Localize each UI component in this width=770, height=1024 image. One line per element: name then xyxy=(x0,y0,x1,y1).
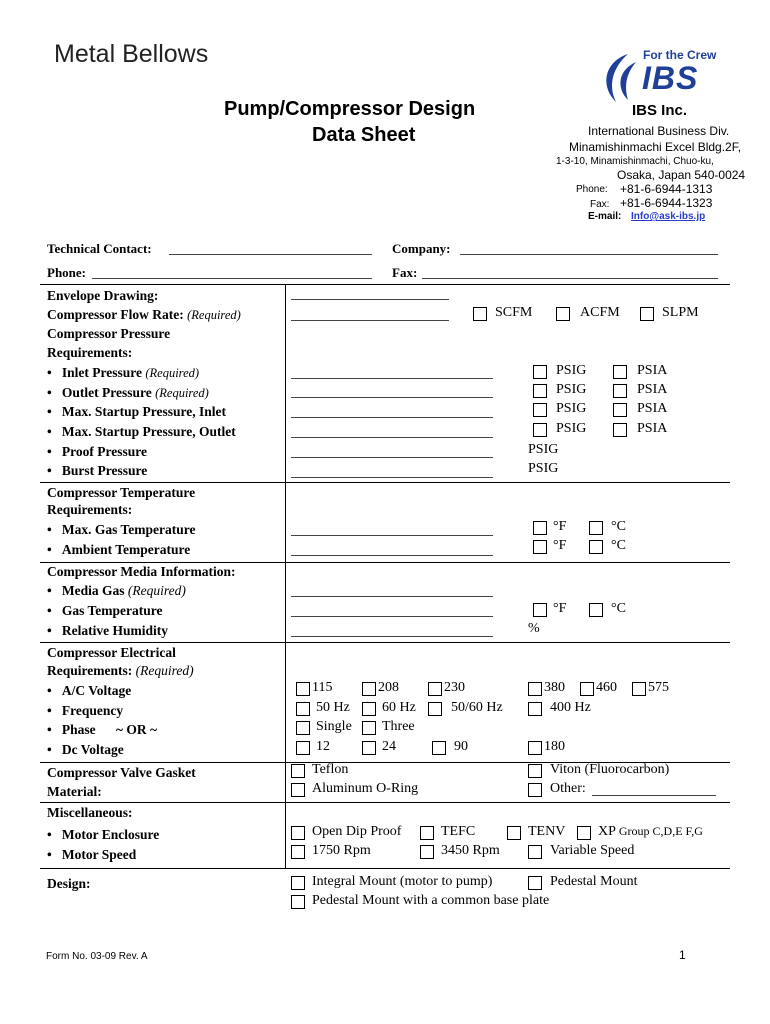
percent-label: % xyxy=(528,621,540,636)
humidity-field[interactable] xyxy=(291,636,493,637)
company-division: International Business Div. xyxy=(588,124,730,138)
three-phase-label: Three xyxy=(382,719,415,734)
gas-temp-field[interactable] xyxy=(291,616,493,617)
hz400-label: 400 Hz xyxy=(550,700,591,715)
psig-label: PSIG xyxy=(556,363,587,378)
company-building: Minamishinmachi Excel Bldg.2F, xyxy=(569,140,742,154)
ambient-temp-label: • Ambient Temperature xyxy=(47,542,191,557)
ambient-temp-field[interactable] xyxy=(291,555,493,556)
dc24-label: 24 xyxy=(382,739,396,754)
company-street: 1-3-10, Minamishinmachi, Chuo-ku, xyxy=(556,156,714,167)
email-link[interactable]: Info@ask-ibs.jp xyxy=(631,211,706,222)
v460-checkbox[interactable] xyxy=(580,682,594,696)
single-phase-checkbox[interactable] xyxy=(296,721,310,735)
electrical-heading-2: Requirements: (Required) xyxy=(47,663,194,678)
v380-label: 380 xyxy=(544,680,565,695)
hz50-checkbox[interactable] xyxy=(296,702,310,716)
phase-label: • Phase xyxy=(47,722,96,737)
other-gasket-checkbox[interactable] xyxy=(528,783,542,797)
startup-outlet-psia-checkbox[interactable] xyxy=(613,423,627,437)
burst-pressure-field[interactable] xyxy=(291,477,493,478)
psia-label: PSIA xyxy=(637,421,668,436)
single-phase-label: Single xyxy=(316,719,352,734)
max-gas-c-checkbox[interactable] xyxy=(589,521,603,535)
table-top-rule xyxy=(40,284,730,285)
aluminum-checkbox[interactable] xyxy=(291,783,305,797)
teflon-checkbox[interactable] xyxy=(291,764,305,778)
deg-f-label: °F xyxy=(553,538,567,553)
form-number: Form No. 03-09 Rev. A xyxy=(46,951,148,962)
row-divider xyxy=(40,482,730,483)
acfm-checkbox[interactable] xyxy=(556,307,570,321)
table-column-divider xyxy=(285,284,286,868)
flow-rate-field[interactable] xyxy=(291,320,449,321)
pedestal-base-plate-checkbox[interactable] xyxy=(291,895,305,909)
dc90-checkbox[interactable] xyxy=(432,741,446,755)
temp-heading: Compressor Temperature xyxy=(47,485,196,500)
deg-c-label: °C xyxy=(611,601,626,616)
company-label: Company: xyxy=(392,241,451,256)
rpm1750-checkbox[interactable] xyxy=(291,845,305,859)
startup-inlet-field[interactable] xyxy=(291,417,493,418)
dc180-checkbox[interactable] xyxy=(528,741,542,755)
psig-label: PSIG xyxy=(556,401,587,416)
brand-name: Metal Bellows xyxy=(54,40,209,68)
inlet-psig-checkbox[interactable] xyxy=(533,365,547,379)
outlet-pressure-field[interactable] xyxy=(291,397,493,398)
proof-pressure-label: • Proof Pressure xyxy=(47,444,147,459)
ambient-c-checkbox[interactable] xyxy=(589,540,603,554)
v575-label: 575 xyxy=(648,680,669,695)
fax-label: Fax: xyxy=(590,199,610,210)
electrical-heading: Compressor Electrical xyxy=(47,645,176,660)
other-gasket-field[interactable] xyxy=(592,795,716,796)
max-gas-f-checkbox[interactable] xyxy=(533,521,547,535)
deg-f-label: °F xyxy=(553,519,567,534)
row-divider xyxy=(40,802,730,803)
gasket-heading: Compressor Valve Gasket xyxy=(47,765,196,780)
tefc-checkbox[interactable] xyxy=(420,826,434,840)
inlet-psia-checkbox[interactable] xyxy=(613,365,627,379)
other-gasket-label: Other: xyxy=(550,781,586,796)
company-name: IBS Inc. xyxy=(632,102,688,119)
startup-inlet-psia-checkbox[interactable] xyxy=(613,403,627,417)
hz5060-label: 50/60 Hz xyxy=(451,700,503,715)
startup-outlet-label: • Max. Startup Pressure, Outlet xyxy=(47,424,236,439)
xp-label: XP Group C,D,E F,G xyxy=(598,824,703,839)
psia-label: PSIA xyxy=(637,363,668,378)
fax-field[interactable] xyxy=(422,278,718,279)
pedestal-mount-label: Pedestal Mount xyxy=(550,874,638,889)
phone-field[interactable] xyxy=(92,278,372,279)
open-dip-proof-label: Open Dip Proof xyxy=(312,824,402,839)
scfm-checkbox[interactable] xyxy=(473,307,487,321)
v380-checkbox[interactable] xyxy=(528,682,542,696)
flow-rate-label: Compressor Flow Rate: (Required) xyxy=(47,307,241,322)
v575-checkbox[interactable] xyxy=(632,682,646,696)
deg-c-label: °C xyxy=(611,538,626,553)
ambient-f-checkbox[interactable] xyxy=(533,540,547,554)
phone-field-label: Phone: xyxy=(47,265,86,280)
outlet-pressure-label: • Outlet Pressure (Required) xyxy=(47,385,209,400)
psig-label: PSIG xyxy=(556,421,587,436)
company-fax: +81-6-6944-1323 xyxy=(620,196,713,210)
three-phase-checkbox[interactable] xyxy=(362,721,376,735)
page-title-line2: Data Sheet xyxy=(312,124,416,146)
dc12-checkbox[interactable] xyxy=(296,741,310,755)
max-gas-temp-label: • Max. Gas Temperature xyxy=(47,522,196,537)
logo-swirl-icon xyxy=(598,52,644,104)
gasket-heading-2: Material: xyxy=(47,784,102,799)
hz400-checkbox[interactable] xyxy=(528,702,542,716)
psia-label: PSIA xyxy=(637,401,668,416)
startup-inlet-psig-checkbox[interactable] xyxy=(533,403,547,417)
slpm-checkbox[interactable] xyxy=(640,307,654,321)
row-divider xyxy=(40,868,730,869)
hz5060-checkbox[interactable] xyxy=(428,702,442,716)
frequency-label: • Frequency xyxy=(47,703,124,718)
v115-checkbox[interactable] xyxy=(296,682,310,696)
gas-temp-f-checkbox[interactable] xyxy=(533,603,547,617)
company-field[interactable] xyxy=(460,254,718,255)
xp-checkbox[interactable] xyxy=(577,826,591,840)
media-gas-label: • Media Gas (Required) xyxy=(47,583,186,598)
v230-label: 230 xyxy=(444,680,465,695)
dc-voltage-label: • Dc Voltage xyxy=(47,742,124,757)
v230-checkbox[interactable] xyxy=(428,682,442,696)
rpm3450-checkbox[interactable] xyxy=(420,845,434,859)
pedestal-mount-checkbox[interactable] xyxy=(528,876,542,890)
technical-contact-label: Technical Contact: xyxy=(47,241,152,256)
dc12-label: 12 xyxy=(316,739,330,754)
psia-label: PSIA xyxy=(637,382,668,397)
variable-speed-checkbox[interactable] xyxy=(528,845,542,859)
media-heading: Compressor Media Information: xyxy=(47,564,236,579)
email-label: E-mail: xyxy=(588,211,622,222)
logo-tagline: For the Crew xyxy=(643,48,717,62)
motor-speed-label: • Motor Speed xyxy=(47,847,137,862)
page-title-line1: Pump/Compressor Design xyxy=(224,98,476,120)
gas-temp-c-checkbox[interactable] xyxy=(589,603,603,617)
pressure-heading-2: Requirements: xyxy=(47,345,133,360)
integral-mount-checkbox[interactable] xyxy=(291,876,305,890)
pressure-heading: Compressor Pressure xyxy=(47,326,171,341)
phone-label: Phone: xyxy=(576,184,608,195)
inlet-pressure-field[interactable] xyxy=(291,378,493,379)
proof-pressure-field[interactable] xyxy=(291,457,493,458)
viton-label: Viton (Fluorocarbon) xyxy=(550,762,670,777)
envelope-drawing-field[interactable] xyxy=(291,299,449,300)
outlet-psig-checkbox[interactable] xyxy=(533,384,547,398)
startup-outlet-psig-checkbox[interactable] xyxy=(533,423,547,437)
v460-label: 460 xyxy=(596,680,617,695)
design-label: Design: xyxy=(47,876,91,891)
teflon-label: Teflon xyxy=(312,762,349,777)
v208-checkbox[interactable] xyxy=(362,682,376,696)
humidity-label: • Relative Humidity xyxy=(47,623,168,638)
ac-voltage-label: • A/C Voltage xyxy=(47,683,132,698)
fax-field-label: Fax: xyxy=(392,265,418,280)
aluminum-label: Aluminum O-Ring xyxy=(312,781,419,796)
max-gas-temp-field[interactable] xyxy=(291,535,493,536)
or-label: ~ OR ~ xyxy=(116,722,158,737)
acfm-label: ACFM xyxy=(580,305,620,320)
dc24-checkbox[interactable] xyxy=(362,741,376,755)
company-phone: +81-6-6944-1313 xyxy=(620,182,713,196)
v208-label: 208 xyxy=(378,680,399,695)
deg-f-label: °F xyxy=(553,601,567,616)
startup-outlet-field[interactable] xyxy=(291,437,493,438)
viton-checkbox[interactable] xyxy=(528,764,542,778)
burst-pressure-label: • Burst Pressure xyxy=(47,463,148,478)
burst-psig-label: PSIG xyxy=(528,461,559,476)
hz60-label: 60 Hz xyxy=(382,700,416,715)
dc180-label: 180 xyxy=(544,739,565,754)
hz60-checkbox[interactable] xyxy=(362,702,376,716)
envelope-drawing-label: Envelope Drawing: xyxy=(47,288,159,303)
page-number: 1 xyxy=(679,948,686,962)
row-divider xyxy=(40,642,730,643)
psig-label: PSIG xyxy=(556,382,587,397)
temp-heading-2: Requirements: xyxy=(47,502,133,517)
tefc-label: TEFC xyxy=(441,824,476,839)
rpm1750-label: 1750 Rpm xyxy=(312,843,371,858)
open-dip-proof-checkbox[interactable] xyxy=(291,826,305,840)
startup-inlet-label: • Max. Startup Pressure, Inlet xyxy=(47,404,226,419)
dc90-label: 90 xyxy=(454,739,468,754)
technical-contact-field[interactable] xyxy=(169,254,372,255)
hz50-label: 50 Hz xyxy=(316,700,350,715)
deg-c-label: °C xyxy=(611,519,626,534)
rpm3450-label: 3450 Rpm xyxy=(441,843,500,858)
outlet-psia-checkbox[interactable] xyxy=(613,384,627,398)
row-divider xyxy=(40,562,730,563)
tenv-checkbox[interactable] xyxy=(507,826,521,840)
tenv-label: TENV xyxy=(528,824,566,839)
ibs-logo xyxy=(598,48,728,104)
motor-enclosure-label: • Motor Enclosure xyxy=(47,827,160,842)
media-gas-field[interactable] xyxy=(291,596,493,597)
integral-mount-label: Integral Mount (motor to pump) xyxy=(312,874,493,889)
slpm-label: SLPM xyxy=(662,305,699,320)
company-city: Osaka, Japan 540-0024 xyxy=(617,168,746,182)
pedestal-base-plate-label: Pedestal Mount with a common base plate xyxy=(312,893,550,908)
misc-heading: Miscellaneous: xyxy=(47,805,133,820)
proof-psig-label: PSIG xyxy=(528,442,559,457)
gas-temp-label: • Gas Temperature xyxy=(47,603,163,618)
v115-label: 115 xyxy=(312,680,333,695)
inlet-pressure-label: • Inlet Pressure (Required) xyxy=(47,365,200,380)
logo-text: IBS xyxy=(642,60,699,96)
variable-speed-label: Variable Speed xyxy=(550,843,635,858)
scfm-label: SCFM xyxy=(495,305,533,320)
